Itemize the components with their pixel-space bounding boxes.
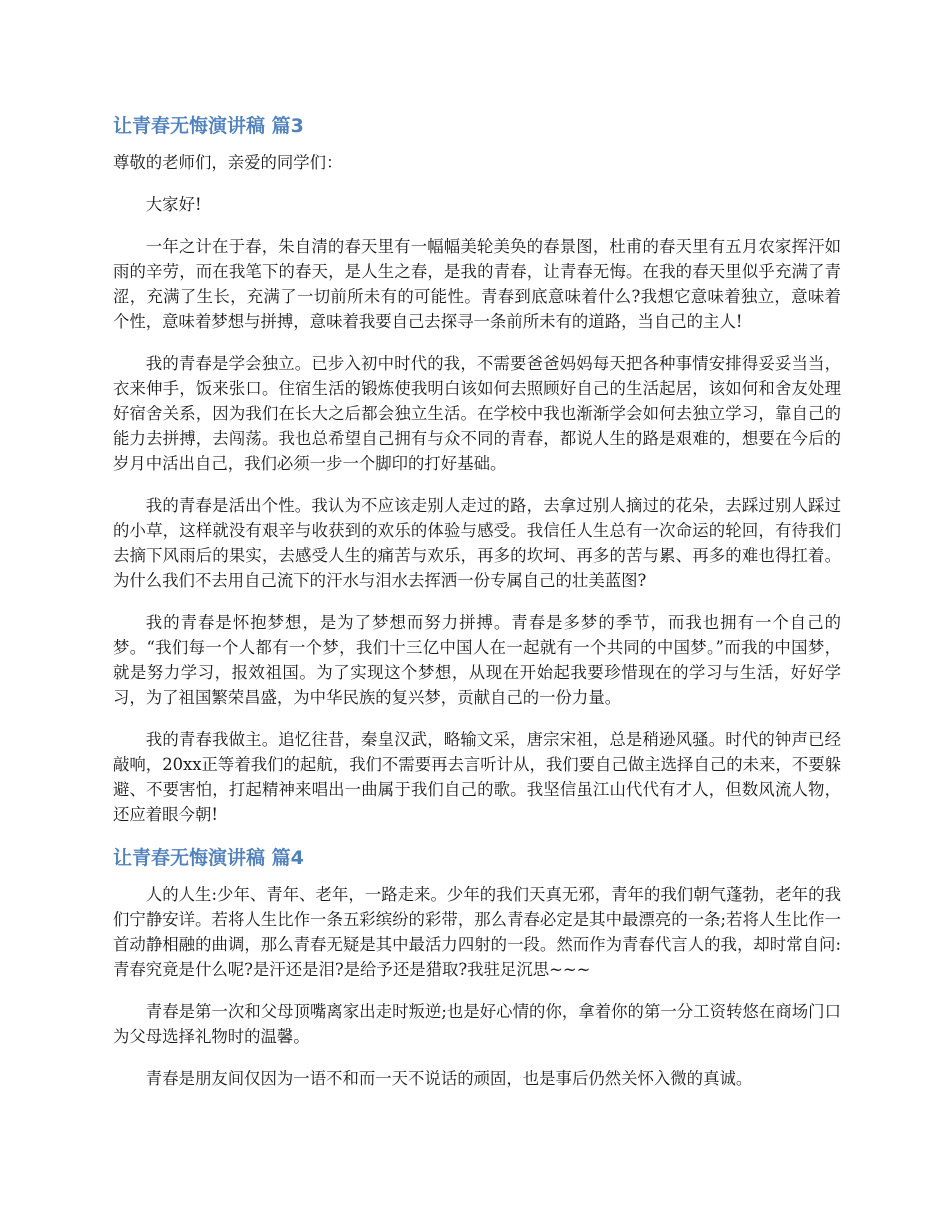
- paragraph: 青春是第一次和父母顶嘴离家出走时叛逆;也是好心情的你，拿着你的第一分工资转悠在商场门口为父母选择礼物时的温馨。: [113, 1002, 841, 1046]
- greeting: 大家好!: [145, 195, 202, 214]
- section-heading-3: 让青春无悔演讲稿 篇3: [113, 115, 304, 137]
- paragraph: 人的人生:少年、青年、老年，一路走来。少年的我们天真无邪，青年的我们朝气蓬勃，老年的我们宁静安详。若将人生比作一条五彩缤纷的彩带，那么青春必定是其中最漂亮的一条;若将人生比作一首动静相融的曲调，那么青春无疑是其中最活力四射的一段。然而作为青春代言人的我，却时常自问:青春究竟是什么呢?是汗还是泪?是给予还是猎取?我驻足沉思~~~: [113, 885, 841, 979]
- salutation: 尊敬的老师们，亲爱的同学们：: [113, 153, 343, 172]
- paragraph: 我的青春是怀抱梦想，是为了梦想而努力拼搏。青春是多梦的季节，而我也拥有一个自己的梦。“我们每一个人都有一个梦，我们十三亿中国人在一起就有一个共同的中国梦。”而我的中国梦，就是努力学习，报效祖国。为了实现这个梦想，从现在开始起我要珍惜现在的学习与生活，好好学习，为了祖国繁荣昌盛，为中华民族的复兴梦，贡献自己的一份力量。: [113, 613, 841, 707]
- paragraph: 我的青春是学会独立。已步入初中时代的我，不需要爸爸妈妈每天把各种事情安排得妥妥当当，衣来伸手，饭来张口。住宿生活的锻炼使我明白该如何去照顾好自己的生活起居，该如何和舍友处理好宿舍关系，因为我们在长大之后都会独立生活。在学校中我也渐渐学会如何去独立学习，靠自己的能力去拼搏，去闯荡。我也总希望自己拥有与众不同的青春，都说人生的路是艰难的，想要在今后的岁月中活出自己，我们必须一步一个脚印的打好基础。: [113, 354, 841, 473]
- paragraph: 我的青春是活出个性。我认为不应该走别人走过的路，去拿过别人摘过的花朵，去踩过别人踩过的小草，这样就没有艰辛与收获到的欢乐的体验与感受。我信任人生总有一次命运的轮回，有待我们去摘下风雨后的果实，去感受人生的痛苦与欢乐，再多的坎坷、再多的苦与累、再多的难也得扛着。为什么我们不去用自己流下的汗水与泪水去挥洒一份专属自己的壮美蓝图?: [113, 496, 841, 590]
- document-page: [113, 112, 841, 1108]
- paragraph: 一年之计在于春，朱自清的春天里有一幅幅美轮美奂的春景图，杜甫的春天里有五月农家挥汗如雨的辛劳，而在我笔下的春天，是人生之春，是我的青春，让青春无悔。在我的春天里似乎充满了青涩，充满了生长，充满了一切前所未有的可能性。青春到底意味着什么?我想它意味着独立，意味着个性，意味着梦想与拼搏，意味着我要自己去探寻一条前所未有的道路，当自己的主人!: [113, 237, 841, 331]
- paragraph: 青春是朋友间仅因为一语不和而一天不说话的顽固，也是事后仍然关怀入微的真诚。: [145, 1069, 753, 1088]
- section-heading-4: 让青春无悔演讲稿 篇4: [113, 847, 304, 869]
- paragraph: 我的青春我做主。追忆往昔，秦皇汉武，略输文采，唐宗宋祖，总是稍逊风骚。时代的钟声已经敲响，20xx正等着我们的起航，我们不需要再去言听计从，我们要自己做主选择自己的未来，不要躲避、不要害怕，打起精神来唱出一曲属于我们自己的歌。我坚信虽江山代代有才人，但数风流人物，还应着眼今朝!: [113, 730, 841, 824]
